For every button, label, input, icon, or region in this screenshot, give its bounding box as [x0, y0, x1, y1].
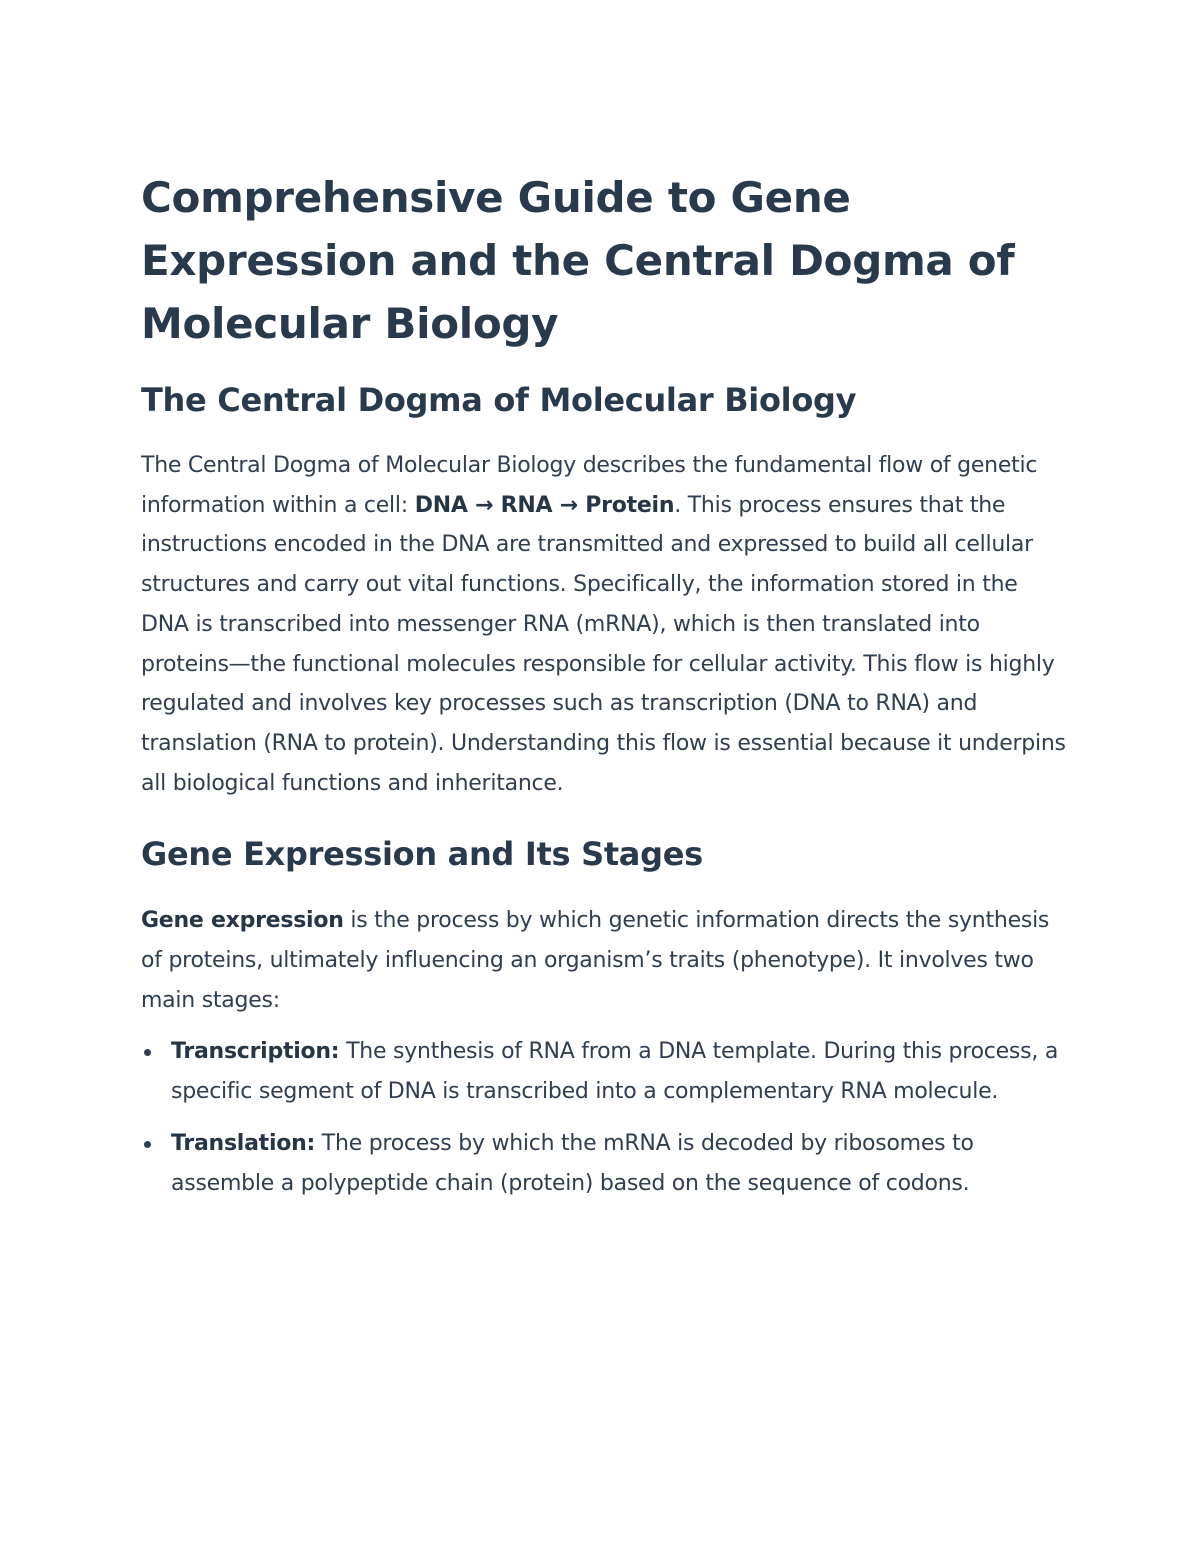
list-item-transcription: [141, 1032, 1066, 1111]
list-item-term: Translation:: [171, 1130, 316, 1156]
list-item-translation: [141, 1124, 1066, 1203]
gene-expression-paragraph: [141, 901, 1066, 1020]
section-heading-central-dogma: The Central Dogma of Molecular Biology: [141, 381, 857, 419]
gene-expression-bold-term: Gene expression: [141, 908, 344, 934]
paragraph-text: . This process ensures that the instructions encoded in the DNA are transmitted and expressed to build all cellular structures and carry out vital functions. Specifically, the information stored in the DNA is transcribed into messenger RNA (mRNA), which is then translated into proteins—the functional molecules responsible for cellular activity. This flow is highly regulated and involves key processes such as transcription (DNA to RNA) and translation (RNA to protein). Understanding this flow is essential because it underpins all biological functions and inheritance.: [141, 492, 1066, 796]
paragraph-text: is the process by which genetic information directs the synthesis of proteins, ultimately influencing an organism’s traits (phenotype). It involves two main stages:: [141, 908, 1050, 1013]
stages-list: [141, 1032, 1066, 1203]
document-page: [141, 166, 1066, 1203]
section-heading-gene-expression: Gene Expression and Its Stages: [141, 835, 703, 874]
paragraph-text: The Central Dogma of Molecular Biology describes the fundamental flow of genetic information within a cell:: [141, 453, 1038, 518]
list-item-term: Transcription:: [171, 1039, 340, 1065]
list-item-text: The process by which the mRNA is decoded by ribosomes to assemble a polypeptide chain (protein) based on the sequence of codons.: [171, 1130, 974, 1196]
central-dogma-paragraph: [141, 446, 1066, 803]
list-item-text: The synthesis of RNA from a DNA template. During this process, a specific segment of DNA is transcribed into a complementary RNA molecule.: [171, 1039, 1059, 1105]
bullet-icon: [144, 1049, 151, 1056]
bullet-icon: [144, 1141, 151, 1148]
flow-bold-text: DNA → RNA → Protein: [414, 492, 675, 518]
document-title: Comprehensive Guide to Gene Expression and the Central Dogma of Molecular Biology: [141, 173, 1015, 348]
